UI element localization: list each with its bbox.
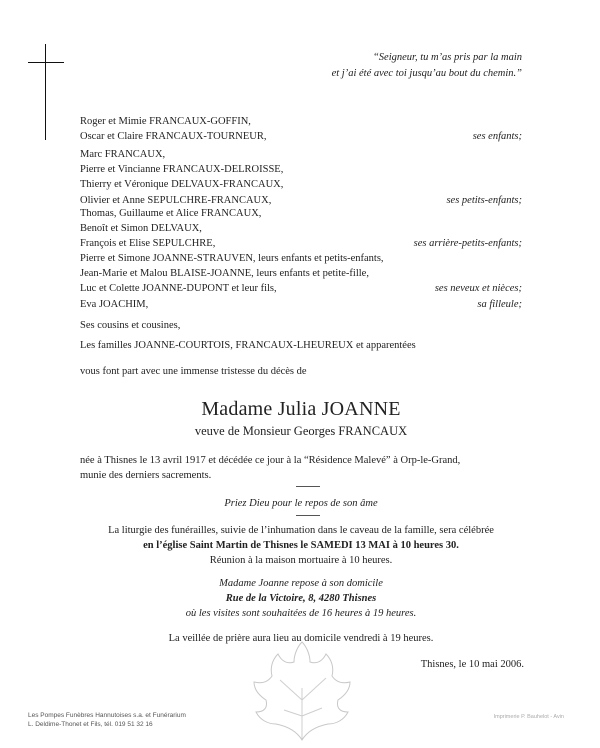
family-line: Roger et Mimie FRANCAUX-GOFFIN,	[80, 116, 251, 127]
prayer: Priez Dieu pour le repos de son âme	[224, 498, 378, 509]
rest-line: où les visites sont souhaitées de 16 heures à 19 heures.	[185, 608, 417, 619]
liturgy-line: Réunion à la maison mortuaire à 10 heures.	[209, 555, 393, 566]
quote-line: “Seigneur, tu m’as pris par la main	[372, 52, 522, 63]
quote-line: et j’ai été avec toi jusqu’au bout du chemin.”	[331, 68, 522, 79]
family-name: Oscar et Claire FRANCAUX-TOURNEUR,	[80, 131, 267, 143]
cousins-line: Ses cousins et cousines,	[80, 320, 181, 331]
families-line: Les familles JOANNE-COURTOIS, FRANCAUX-LHEUREUX et apparentées	[80, 340, 416, 351]
deceased-name: Madame Julia JOANNE	[201, 398, 401, 420]
liturgy-line: La liturgie des funérailles, suivie de l’inhumation dans le caveau de la famille, sera célébrée	[108, 525, 494, 536]
children-group	[80, 114, 522, 144]
goddaughter-group	[80, 297, 522, 312]
family-line: Pierre et Vincianne FRANCAUX-DELROISSE,	[80, 164, 284, 176]
separator	[296, 486, 320, 487]
family-line	[80, 236, 522, 251]
birth-death-info	[80, 453, 522, 483]
nephews-group	[80, 251, 522, 297]
date-place: Thisnes, le 10 mai 2006.	[420, 659, 524, 670]
liturgy-line: en l’église Saint Martin de Thisnes le SAMEDI 13 MAI à 10 heures 30.	[143, 540, 459, 551]
born-line: née à Thisnes le 13 avril 1917 et décédée ce jour à la “Résidence Malevé” à Orp-le-Grand,	[80, 455, 461, 466]
family-line: Benoît et Simon DELVAUX,	[80, 223, 202, 235]
footer-line: L. Deldime-Thonet et Fils, tél. 019 51 32 16	[28, 721, 153, 728]
separator	[296, 515, 320, 516]
family-line	[80, 297, 522, 312]
footer-line: Les Pompes Funèbres Hannutoises s.a. et Funérarium	[28, 712, 186, 719]
leaf-icon	[246, 640, 358, 744]
relation-label: ses enfants;	[472, 131, 522, 143]
relation-label: ses neveux et nièces;	[434, 283, 522, 295]
rest-address: Rue de la Victoire, 8, 4280 Thisnes	[225, 593, 377, 604]
cross-icon	[28, 44, 64, 140]
family-name: Eva JOACHIM,	[80, 299, 149, 310]
great-grandchildren-group	[80, 206, 522, 252]
relation-label: ses petits-enfants;	[446, 194, 522, 206]
announcement: vous font part avec une immense tristesse du décès de	[80, 366, 307, 377]
relation-label: sa filleule;	[477, 299, 522, 310]
grandchildren-group	[80, 147, 522, 208]
family-line: Thomas, Guillaume et Alice FRANCAUX,	[80, 208, 262, 219]
widow-of: veuve de Monsieur Georges FRANCAUX	[194, 424, 408, 438]
family-line: Thierry et Véronique DELVAUX-FRANCAUX,	[80, 179, 284, 191]
family-name: François et Elise SEPULCHRE,	[80, 238, 216, 250]
family-line	[80, 281, 522, 296]
born-line: munie des derniers sacrements.	[80, 470, 212, 482]
family-line	[80, 129, 522, 144]
quote	[332, 50, 522, 82]
rest-info	[80, 576, 522, 621]
family-line: Marc FRANCAUX,	[80, 149, 166, 160]
family-name: Luc et Colette JOANNE-DUPONT et leur fils,	[80, 283, 277, 295]
funeral-home-footer	[28, 711, 186, 729]
printer-credit: Imprimerie P. Bauhelot - Avin	[493, 714, 564, 720]
liturgy	[80, 523, 522, 568]
family-line: Pierre et Simone JOANNE-STRAUVEN, leurs enfants et petits-enfants,	[80, 253, 384, 264]
family-line: Jean-Marie et Malou BLAISE-JOANNE, leurs enfants et petite-fille,	[80, 268, 369, 280]
relation-label: ses arrière-petits-enfants;	[413, 238, 522, 250]
vigil: La veillée de prière aura lieu au domicile vendredi à 19 heures.	[168, 633, 434, 644]
family-name: Olivier et Anne SEPULCHRE-FRANCAUX,	[80, 194, 272, 206]
rest-line: Madame Joanne repose à son domicile	[219, 578, 383, 589]
